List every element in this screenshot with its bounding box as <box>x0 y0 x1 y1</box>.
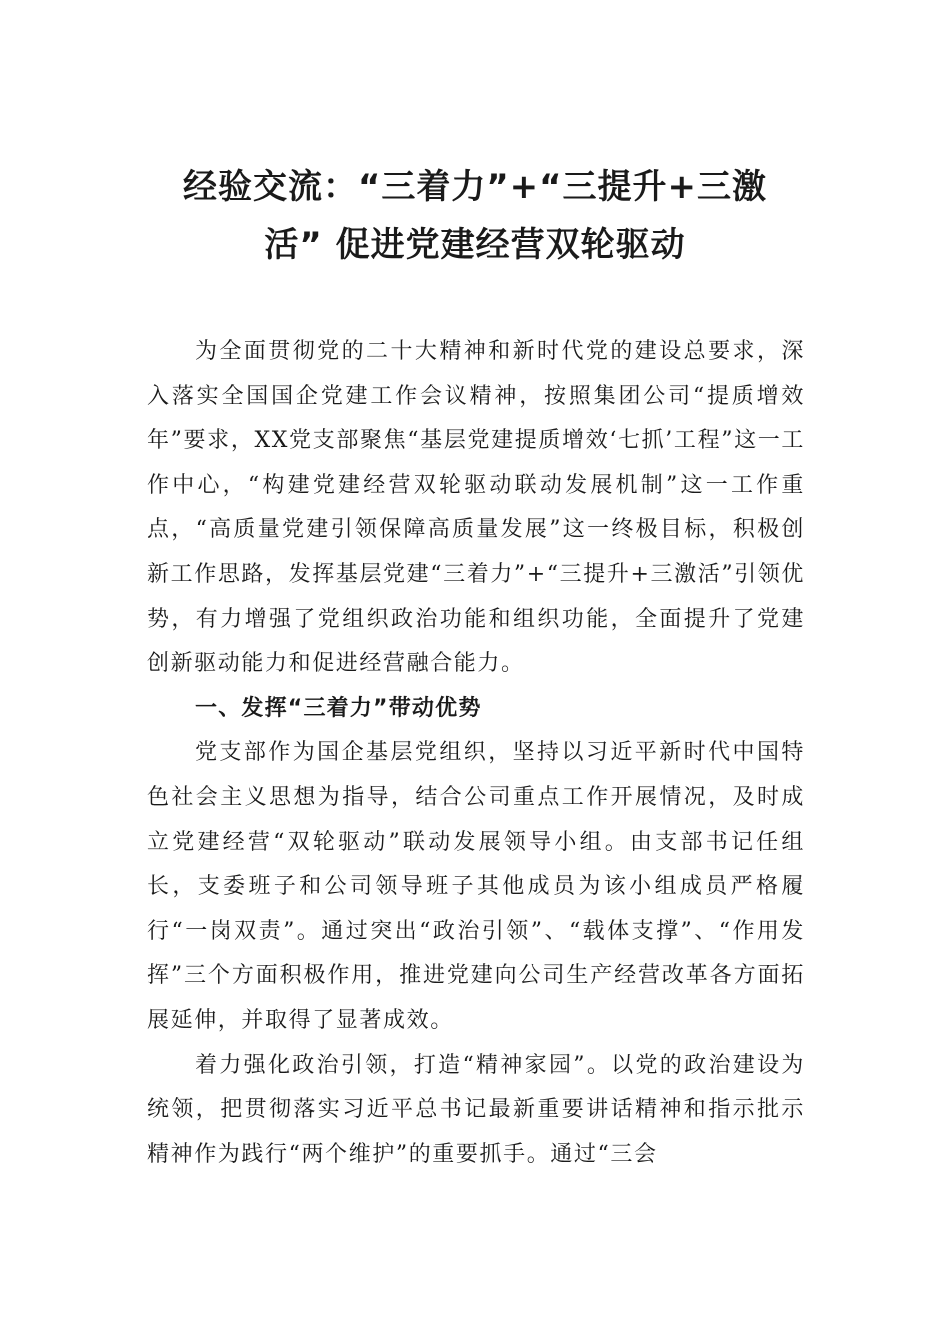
intro-paragraph: 为全面贯彻党的二十大精神和新时代党的建设总要求，深入落实全国国企党建工作会议精神，按照集团公司“提质增效年”要求，XX党支部聚焦“基层党建提质增效‘七抓’工程”这一工作中心，“构建党建经营双轮驱动联动发展机制”这一工作重点，“高质量党建引领保障高质量发展”这一终极目标，积极创新工作思路，发挥基层党建“三着力”+“三提升+三激活”引领优势，有力增强了党组织政治功能和组织功能，全面提升了党建创新驱动能力和促进经营融合能力。 <box>147 339 805 677</box>
section-1-paragraph-2: 着力强化政治引领，打造“精神家园”。以党的政治建设为统领，把贯彻落实习近平总书记最新重要讲话精神和指示批示精神作为践行“两个维护”的重要抓手。通过“三会 <box>147 1052 805 1167</box>
title-line-2: 活” 促进党建经营双轮驱动 <box>264 225 686 265</box>
document-body <box>147 330 805 1177</box>
document-title <box>140 158 810 274</box>
section-heading-1: 一、发挥“三着力”带动优势 <box>195 695 482 721</box>
section-1-paragraph-1: 党支部作为国企基层党组织，坚持以习近平新时代中国特色社会主义思想为指导，结合公司重点工作开展情况，及时成立党建经营“双轮驱动”联动发展领导小组。由支部书记任组长，支委班子和公司领导班子其他成员为该小组成员严格履行“一岗双责”。通过突出“政治引领”、“载体支撑”、“作用发挥”三个方面积极作用，推进党建向公司生产经营改革各方面拓展延伸，并取得了显著成效。 <box>147 740 805 1033</box>
title-line-1: 经验交流：“三着力”+“三提升+三激 <box>182 167 767 207</box>
